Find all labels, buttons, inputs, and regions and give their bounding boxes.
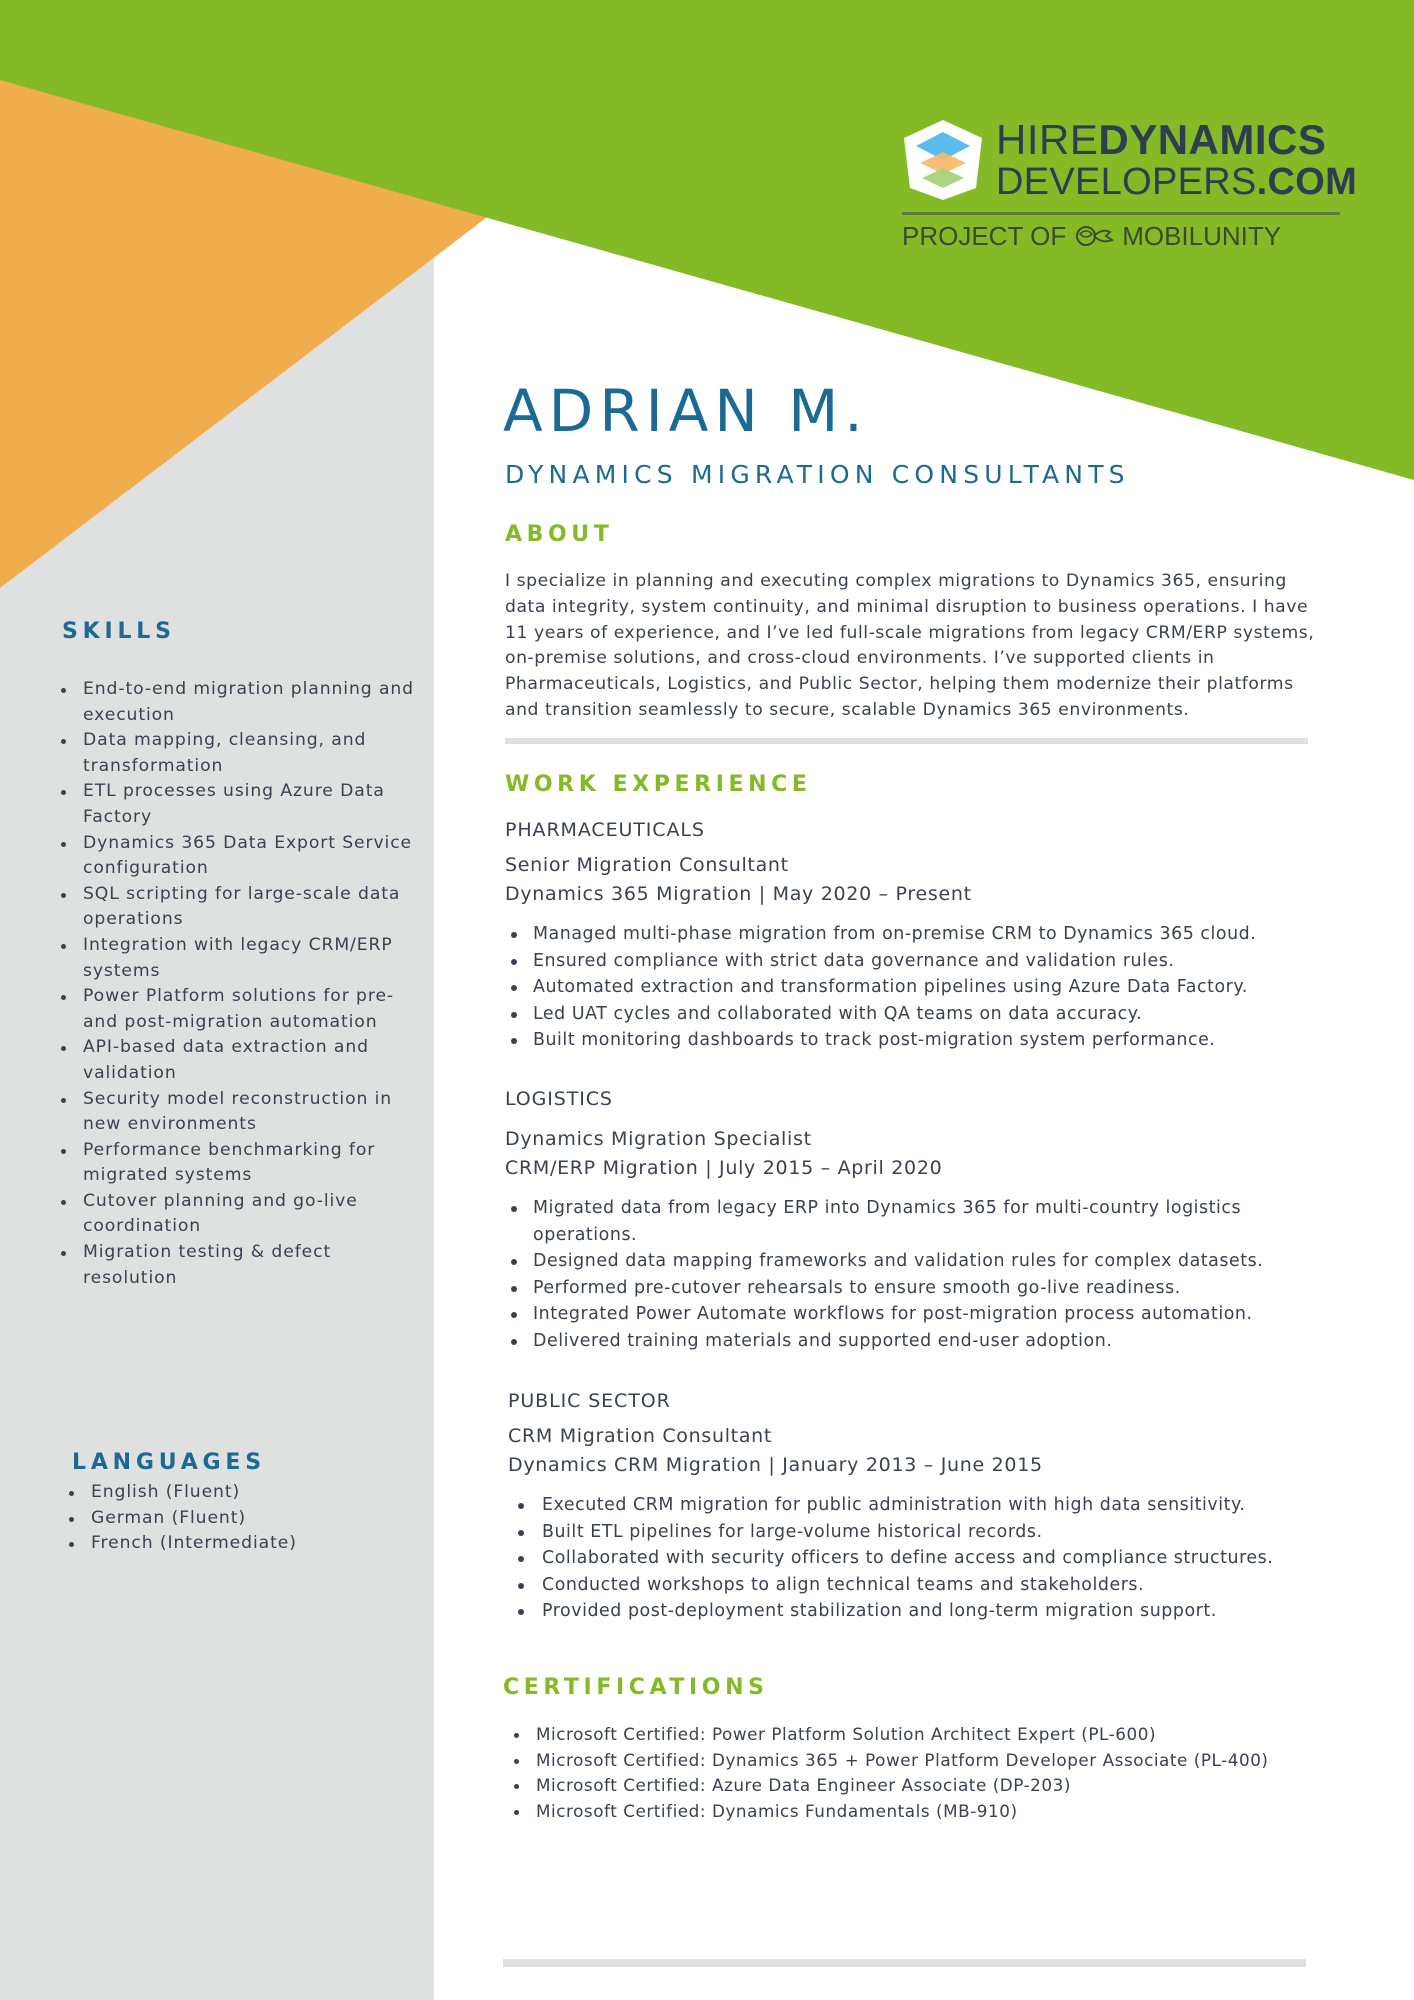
job-bullet: Ensured compliance with strict data governance and validation rules. [505, 948, 1345, 975]
skill-item: End-to-end migration planning and execution [58, 677, 418, 728]
job-bullet: Led UAT cycles and collaborated with QA teams on data accuracy. [505, 1001, 1345, 1028]
language-item: English (Fluent) [66, 1480, 406, 1506]
logo-tagline [902, 221, 1281, 251]
about-heading: ABOUT [505, 522, 614, 547]
layered-cube-logo-icon [900, 118, 986, 202]
job-bullet: Performed pre-cutover rehearsals to ensure smooth go-live readiness. [505, 1275, 1345, 1302]
job-bullet: Managed multi-phase migration from on-premise CRM to Dynamics 365 cloud. [505, 921, 1345, 948]
job-bullet: Migrated data from legacy ERP into Dynamics 365 for multi-country logistics operations. [505, 1195, 1345, 1248]
skill-item: API-based data extraction and validation [58, 1035, 418, 1086]
languages-list [66, 1480, 406, 1557]
job-bullet: Built monitoring dashboards to track post-migration system performance. [505, 1027, 1345, 1054]
certification-item: Microsoft Certified: Dynamics 365 + Power Platform Developer Associate (PL-400) [508, 1748, 1368, 1774]
job-meta: CRM/ERP Migration | July 2015 – April 2020 [505, 1157, 943, 1179]
skill-item: Dynamics 365 Data Export Service configuration [58, 831, 418, 882]
mobilunity-mark-icon [1074, 224, 1114, 248]
job-role: Senior Migration Consultant [505, 854, 789, 876]
job-bullet: Provided post-deployment stabilization and long-term migration support. [508, 1598, 1348, 1625]
job-bullet: Built ETL pipelines for large-volume historical records. [508, 1519, 1348, 1546]
certifications-list [508, 1722, 1368, 1824]
job-role: Dynamics Migration Specialist [505, 1128, 812, 1150]
certifications-heading: CERTIFICATIONS [503, 1675, 769, 1700]
job-bullet: Automated extraction and transformation pipelines using Azure Data Factory. [505, 974, 1345, 1001]
job-sector: PHARMACEUTICALS [505, 819, 705, 841]
section-divider [505, 738, 1308, 744]
job-bullets [505, 921, 1345, 1054]
skill-item: Cutover planning and go-live coordination [58, 1189, 418, 1240]
job-entry-pharmaceuticals [505, 818, 1345, 1054]
certification-item: Microsoft Certified: Dynamics Fundamentals (MB-910) [508, 1799, 1368, 1825]
job-bullet: Integrated Power Automate workflows for post-migration process automation. [505, 1301, 1345, 1328]
job-entry-logistics [505, 1087, 1345, 1355]
job-bullets [508, 1492, 1348, 1625]
language-item: German (Fluent) [66, 1506, 406, 1532]
skill-item: SQL scripting for large-scale data operations [58, 882, 418, 933]
certification-item: Microsoft Certified: Azure Data Engineer Associate (DP-203) [508, 1773, 1368, 1799]
skill-item: Power Platform solutions for pre- and post-migration automation [58, 984, 418, 1035]
job-bullets [505, 1195, 1345, 1355]
job-entry-public-sector [508, 1389, 1348, 1625]
skill-item: Migration testing & defect resolution [58, 1240, 418, 1291]
logo-tagline-brand: MOBILUNITY [1122, 221, 1282, 251]
job-role: CRM Migration Consultant [508, 1425, 773, 1447]
job-bullet: Designed data mapping frameworks and validation rules for complex datasets. [505, 1248, 1345, 1275]
footer-divider [503, 1959, 1306, 1967]
job-sector: PUBLIC SECTOR [508, 1390, 671, 1412]
skills-list [58, 677, 418, 1291]
logo-wordmark-line2: DEVELOPERS.COM [996, 161, 1358, 203]
logo-wordmark-line1: HIREDYNAMICS [996, 116, 1327, 163]
skill-item: Integration with legacy CRM/ERP systems [58, 933, 418, 984]
skill-item: Data mapping, cleansing, and transformation [58, 728, 418, 779]
candidate-name: ADRIAN M. [503, 377, 869, 445]
job-bullet: Executed CRM migration for public administration with high data sensitivity. [508, 1492, 1348, 1519]
language-item: French (Intermediate) [66, 1531, 406, 1557]
company-logo[interactable] [900, 116, 1358, 258]
job-bullet: Collaborated with security officers to define access and compliance structures. [508, 1545, 1348, 1572]
logo-divider [902, 212, 1340, 215]
skill-item: Security model reconstruction in new environments [58, 1087, 418, 1138]
logo-tagline-prefix: PROJECT OF [902, 221, 1067, 251]
job-meta: Dynamics 365 Migration | May 2020 – Present [505, 883, 972, 905]
about-text: I specialize in planning and executing complex migrations to Dynamics 365, ensuring data integrity, system continuity, and minimal disruption to business operations. I have 11 years of experience, and I’ve led full-scale migrations from legacy CRM/ERP systems, on-premise solutions, and cross-cloud environments. I’ve supported clients in Pharmaceuticals, Logistics, and Public Sector, helping them modernize their platforms and transition seamlessly to secure, scalable Dynamics 365 environments. [505, 571, 1315, 720]
job-bullet: Conducted workshops to align technical teams and stakeholders. [508, 1572, 1348, 1599]
candidate-title: DYNAMICS MIGRATION CONSULTANTS [505, 460, 1130, 489]
skills-heading: SKILLS [62, 619, 176, 644]
work-experience-heading: WORK EXPERIENCE [505, 772, 812, 797]
skill-item: ETL processes using Azure Data Factory [58, 779, 418, 830]
job-bullet: Delivered training materials and supported end-user adoption. [505, 1328, 1345, 1355]
job-sector: LOGISTICS [505, 1088, 613, 1110]
skill-item: Performance benchmarking for migrated systems [58, 1138, 418, 1189]
certification-item: Microsoft Certified: Power Platform Solution Architect Expert (PL-600) [508, 1722, 1368, 1748]
languages-heading: LANGUAGES [72, 1450, 266, 1475]
job-meta: Dynamics CRM Migration | January 2013 – June 2015 [508, 1454, 1043, 1476]
